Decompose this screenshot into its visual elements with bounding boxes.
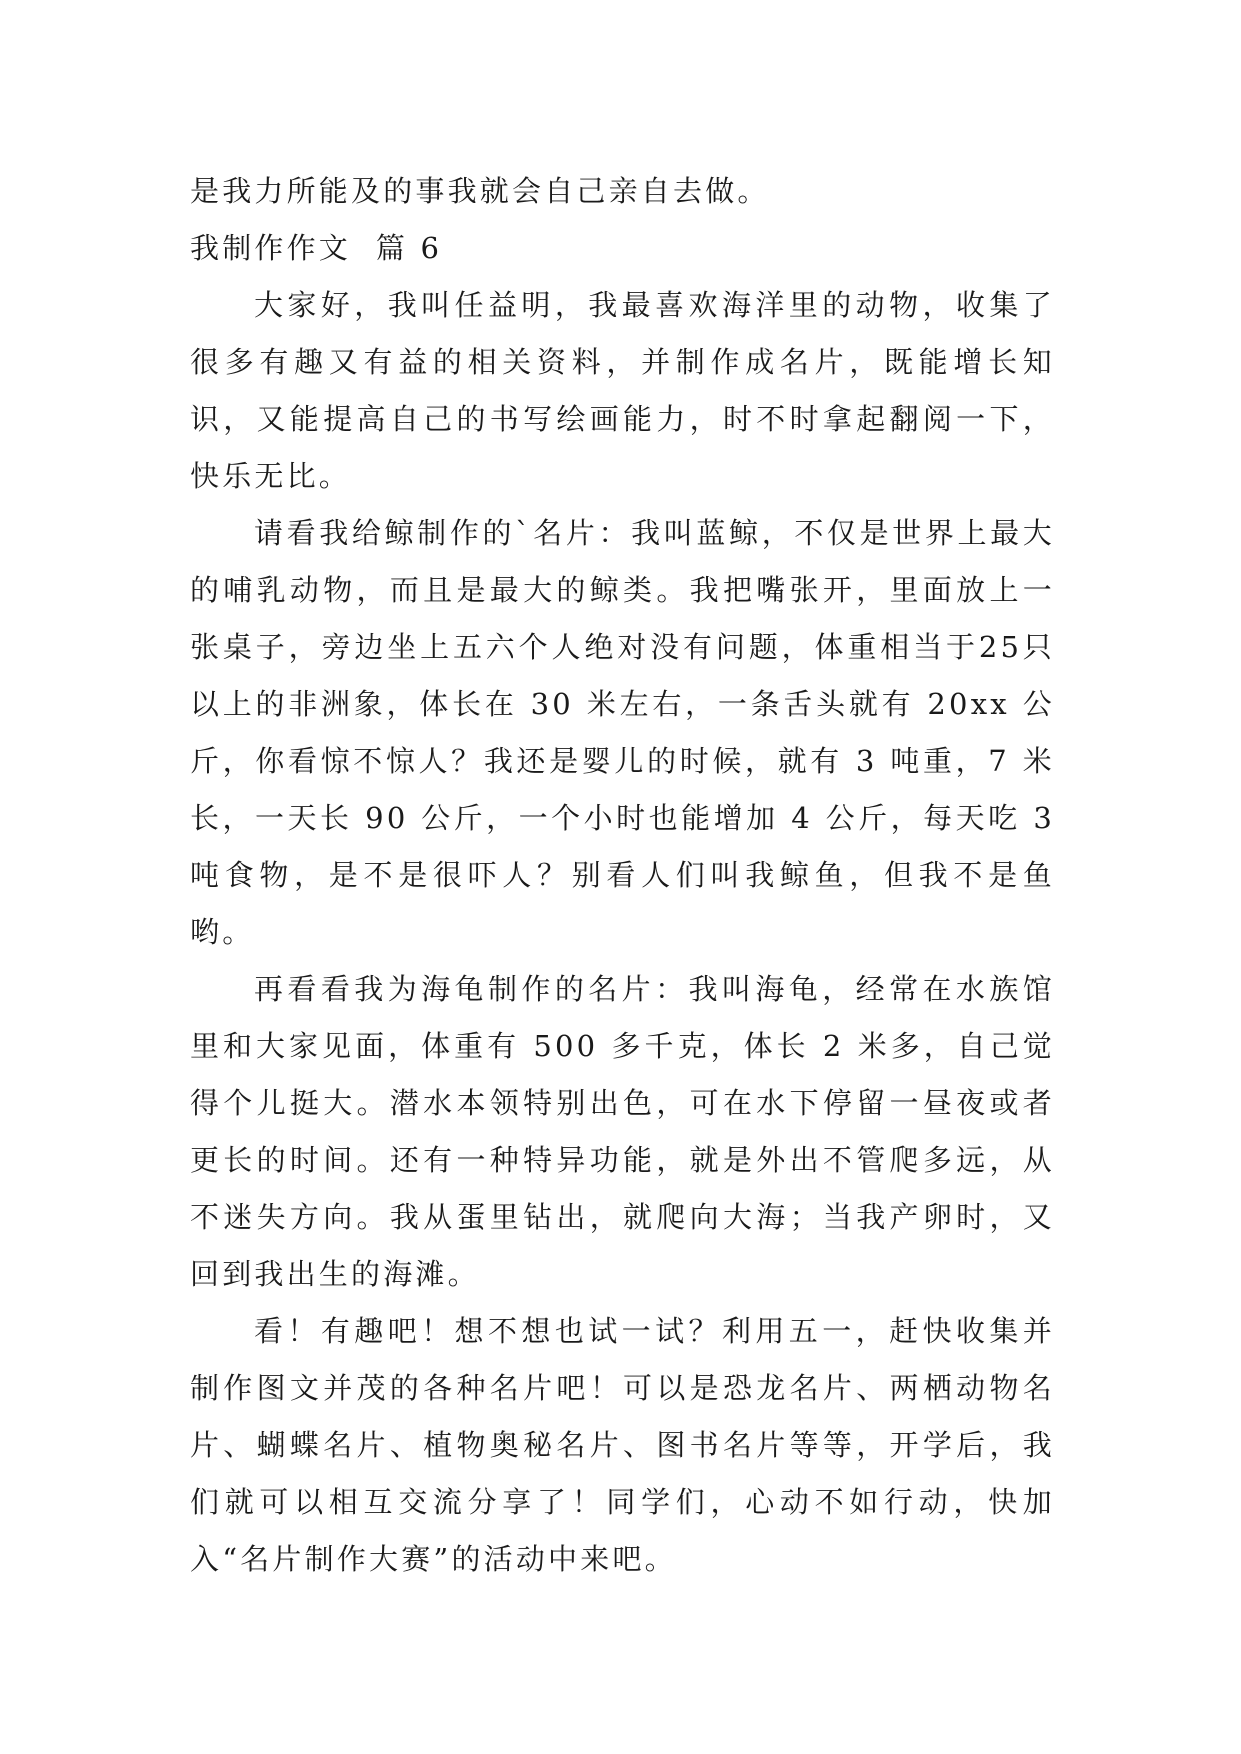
continuation-line: 是我力所能及的事我就会自己亲自去做。: [190, 174, 770, 208]
paragraph-whale: 请看我给鲸制作的`名片：我叫蓝鲸，不仅是世界上最大的哺乳动物，而且是最大的鲸类。我把嘴张开，里面放上一张桌子，旁边坐上五六个人绝对没有问题，体重相当于25只以上的非洲象，体长在 30 米左右，一条舌头就有 20xx 公斤，你看惊不惊人？我还是婴儿的时候，就有 3 吨重，7 米长，一天长 90 公斤，一个小时也能增加 4 公斤，每天吃 3 吨食物，是不是很吓人？别看人们叫我鲸鱼，但我不是鱼哟。: [190, 516, 1055, 949]
section-heading: 我制作作文 篇 6: [190, 231, 443, 265]
paragraph-turtle: 再看看我为海龟制作的名片：我叫海龟，经常在水族馆里和大家见面，体重有 500 多千克，体长 2 米多，自己觉得个儿挺大。潜水本领特别出色，可在水下停留一昼夜或者更长的时间。还有一种特异功能，就是外出不管爬多远，从不迷失方向。我从蛋里钻出，就爬向大海；当我产卵时，又回到我出生的海滩。: [190, 972, 1055, 1291]
document-body: [190, 163, 1055, 1588]
paragraph-intro: 大家好，我叫任益明，我最喜欢海洋里的动物，收集了很多有趣又有益的相关资料，并制作成名片，既能增长知识，又能提高自己的书写绘画能力，时不时拿起翻阅一下，快乐无比。: [190, 288, 1055, 493]
paragraph-closing: 看！有趣吧！想不想也试一试？利用五一，赶快收集并制作图文并茂的各种名片吧！可以是恐龙名片、两栖动物名片、蝴蝶名片、植物奥秘名片、图书名片等等，开学后，我们就可以相互交流分享了！同学们，心动不如行动，快加入“名片制作大赛”的活动中来吧。: [190, 1314, 1055, 1576]
